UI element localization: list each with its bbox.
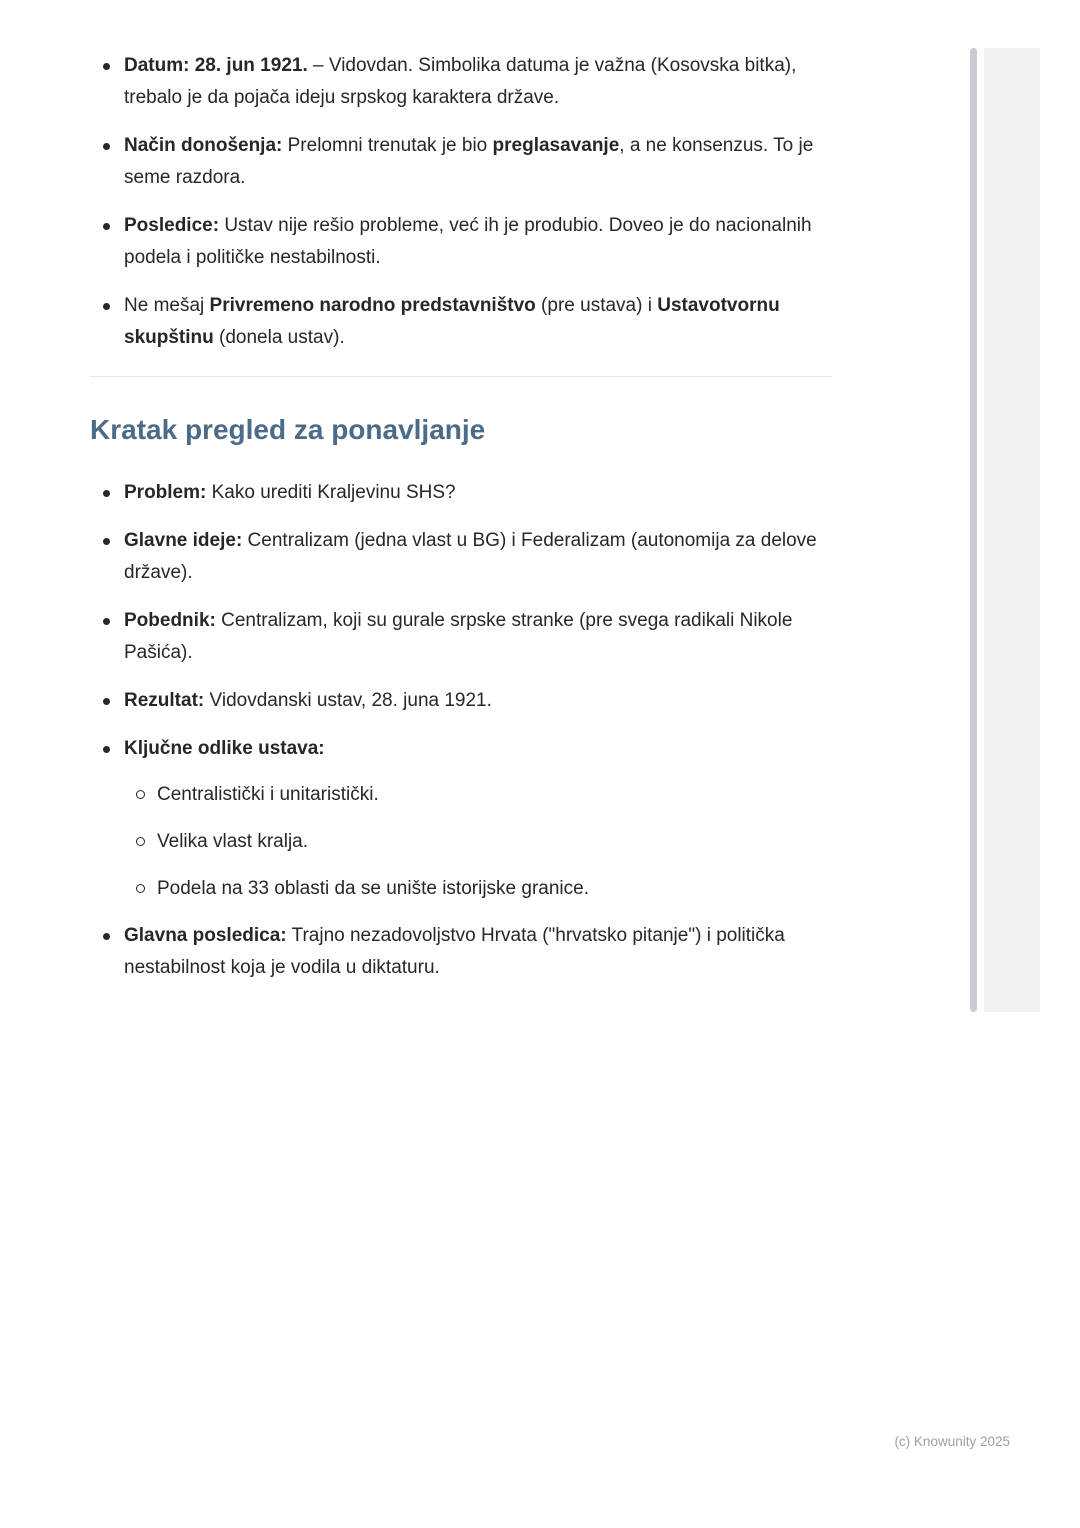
- list-item: [90, 685, 832, 717]
- circle-bullet-icon: [124, 826, 157, 858]
- bullet-text: Posledice: Ustav nije rešio probleme, već ih je produbio. Doveo je do nacionalnih podela i političke nestabilnosti.: [124, 215, 812, 268]
- list-item: [90, 50, 832, 114]
- list-item: [90, 733, 832, 905]
- list-item: [90, 920, 832, 984]
- bullet-text: Problem: Kako urediti Kraljevinu SHS?: [124, 482, 456, 503]
- list-item: [124, 873, 832, 905]
- sub-bullet-list: [124, 779, 832, 905]
- bullet-text: Ključne odlike ustava:: [124, 738, 325, 759]
- bullet-text: Ne mešaj Privremeno narodno predstavništvo (pre ustava) i Ustavotvornu skupštinu (donela ustav).: [124, 295, 780, 348]
- next-page-edge-panel: [984, 48, 1040, 1012]
- bullet-icon: [90, 50, 124, 114]
- list-item: [90, 130, 832, 194]
- list-item: [90, 525, 832, 589]
- footer-credit: (c) Knowunity 2025: [894, 1434, 1010, 1449]
- circle-bullet-icon: [124, 873, 157, 905]
- list-item: [124, 826, 832, 858]
- bullet-text: Centralistički i unitaristički.: [157, 784, 379, 805]
- section-divider: [90, 376, 832, 377]
- bullet-text: Glavna posledica: Trajno nezadovoljstvo Hrvata ("hrvatsko pitanje") i politička nestabilnost koja je vodila u diktaturu.: [124, 925, 785, 978]
- bullet-text: Datum: 28. jun 1921. – Vidovdan. Simbolika datuma je važna (Kosovska bitka), trebalo je da pojača ideju srpskog karaktera države.: [124, 55, 797, 108]
- bullet-text: Rezultat: Vidovdanski ustav, 28. juna 1921.: [124, 690, 492, 711]
- list-item: [90, 210, 832, 274]
- bullet-icon: [90, 130, 124, 194]
- top-bullet-list: [90, 50, 832, 354]
- bullet-text: Velika vlast kralja.: [157, 831, 309, 852]
- list-item: [124, 779, 832, 811]
- list-item: [90, 605, 832, 669]
- list-item: [90, 477, 832, 509]
- bullet-icon: [90, 685, 124, 717]
- list-item: [90, 290, 832, 354]
- bullet-icon: [90, 920, 124, 984]
- bullet-text: Način donošenja: Prelomni trenutak je bio preglasavanje, a ne konsenzus. To je seme razdora.: [124, 135, 814, 188]
- bullet-icon: [90, 210, 124, 274]
- bullet-icon: [90, 605, 124, 669]
- bullet-icon: [90, 477, 124, 509]
- bullet-icon: [90, 733, 124, 765]
- scrollbar-thumb[interactable]: [970, 48, 977, 1012]
- review-bullet-list: [90, 477, 832, 984]
- circle-bullet-icon: [124, 779, 157, 811]
- section-heading: Kratak pregled za ponavljanje: [90, 414, 486, 445]
- bullet-text: Podela na 33 oblasti da se unište istorijske granice.: [157, 878, 589, 899]
- bullet-text: Pobednik: Centralizam, koji su gurale srpske stranke (pre svega radikali Nikole Pašića).: [124, 610, 793, 663]
- bullet-text: Glavne ideje: Centralizam (jedna vlast u BG) i Federalizam (autonomija za delove države).: [124, 530, 817, 583]
- bullet-icon: [90, 525, 124, 589]
- document-content: [90, 50, 832, 1000]
- bullet-icon: [90, 290, 124, 354]
